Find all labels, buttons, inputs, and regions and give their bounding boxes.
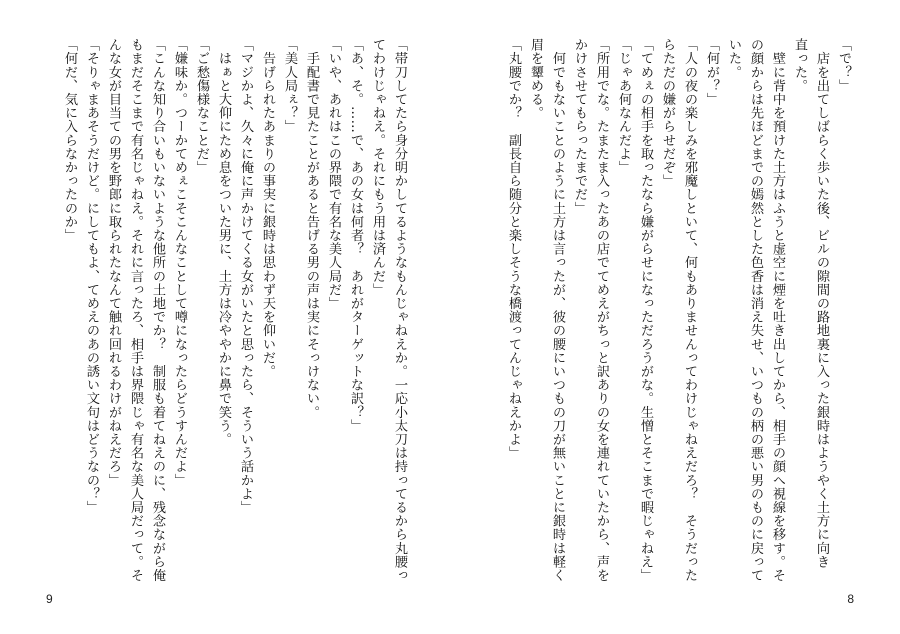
text-line: 直った。 <box>792 38 807 93</box>
text-line: 告げられたあまりの事実に銀時は思わず天を仰いだ。 <box>260 38 275 378</box>
text-line: らただの嫌がらせだぞ」 <box>660 38 675 188</box>
text-line: 「こんな知り合いもいないような他所の土地でか？ 制服も着てねえのに、残念ながら俺 <box>150 38 165 582</box>
right-page <box>450 0 900 634</box>
right-page-body <box>502 38 854 582</box>
left-page-body <box>58 38 410 582</box>
text-line: 「で？」 <box>836 38 851 93</box>
text-line: 「マジかよ、久々に俺に声かけてくる女がいたと思ったら、そういう話かよ」 <box>238 38 253 514</box>
text-line: てわけじゃねえ。それにもう用は済んだ」 <box>370 38 385 297</box>
text-line: 「所用でな。たまたま入ったあの店でてめえがちっと訳ありの女を連れていたから、声を <box>594 38 609 582</box>
page-number-left: 9 <box>46 592 53 606</box>
text-line: 「そりゃまあそうだけど。にしてもよ、てめえのあの誘い文句はどうなの？」 <box>84 38 99 514</box>
text-line: いた。 <box>726 38 741 79</box>
page-number-right: 8 <box>847 592 854 606</box>
text-line: 店を出てしばらく歩いた後、ビルの隙間の路地裏に入った銀時はようやく土方に向き <box>814 38 829 569</box>
text-line: んな女が目当ての男を野郎に取られたなんて触れ回れるわけがねえだろ」 <box>106 38 121 487</box>
text-line: 「いや、あれはこの界隈で有名な美人局だ」 <box>326 38 341 310</box>
text-line: 何でもないことのように土方は言ったが、彼の腰にいつもの刀が無いことに銀時は軽く <box>550 38 565 582</box>
text-line: 「何が？」 <box>704 38 719 106</box>
text-line: 壁に背中を預けた土方はふうと虚空に煙を吐き出してから、相手の顔へ視線を移す。そ <box>770 38 785 582</box>
text-line: かけさせてもらったまでだ」 <box>572 38 587 215</box>
text-line: もまだそこまで有名じゃねえ。それに言ったろ、相手は界隈じゃ有名な美人局だって。そ <box>128 38 143 582</box>
text-line: 「嫌味か。つーかてめぇこそこんなことして噂になったらどうすんだよ」 <box>172 38 187 487</box>
text-line: はぁと大仰にため息をついた男に、土方は冷ややかに鼻で笑う。 <box>216 38 231 446</box>
text-line: 「美人局ぇ？」 <box>282 38 297 134</box>
text-line: 「何だ、気に入らなかったのか」 <box>62 38 77 242</box>
text-line: 「丸腰でか？ 副長自ら随分と楽しそうな橋渡ってんじゃねえかよ」 <box>506 38 521 460</box>
text-line: 「てめぇの相手を取ったなら嫌がらせになっただろうがな。生憎とそこまで暇じゃねえ」 <box>638 38 653 582</box>
text-line: 「ご愁傷様なことだ」 <box>194 38 209 174</box>
text-line: 眉を顰める。 <box>528 38 543 120</box>
text-line: 「人の夜の楽しみを邪魔しといて、何もありませんってわけじゃねえだろ？ そうだった <box>682 38 697 582</box>
text-line: 「あ、そ。……で、あの女は何者？ あれがターゲットな訳？」 <box>348 38 363 433</box>
text-line: の顔からは先ほどまでの嫣然とした色香は消え失せ、いつもの柄の悪い男のものに戻って <box>748 38 763 582</box>
text-line: 手配書で見たことがあると告げる男の声は実にそっけない。 <box>304 38 319 419</box>
text-line: 「じゃあ何なんだよ」 <box>616 38 631 174</box>
text-line: 「帯刀してたら身分明かしてるようなもんじゃねえか。一応小太刀は持ってるから丸腰っ <box>392 38 407 582</box>
